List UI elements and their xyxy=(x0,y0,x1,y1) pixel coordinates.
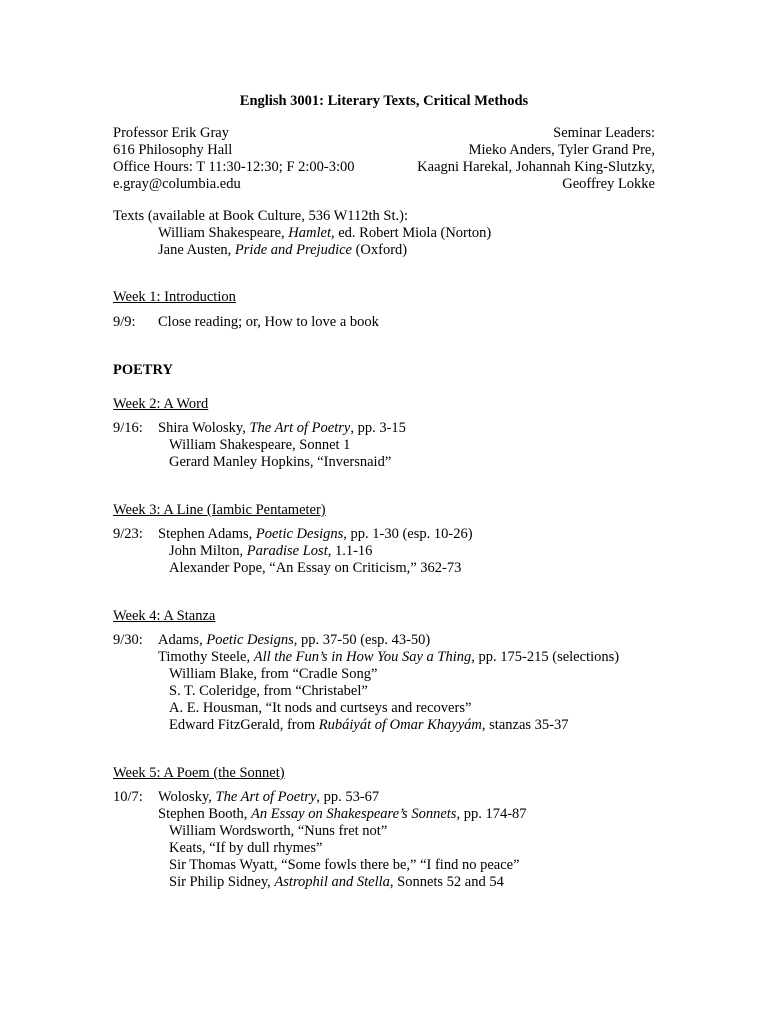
reading-author: Stephen Adams, xyxy=(158,526,256,542)
poem-lines: , stanzas 35-37 xyxy=(481,717,569,733)
texts-section xyxy=(113,208,491,259)
reading-author: Wolosky, xyxy=(158,789,216,805)
week-4-entry xyxy=(113,632,619,734)
poem-title: Rubáiyát of Omar Khayyám xyxy=(318,717,482,733)
instructor-office: 616 Philosophy Hall xyxy=(113,142,233,158)
poem-author: Edward FitzGerald, from xyxy=(169,717,319,733)
poem-line: Gerard Manley Hopkins, “Inversnaid” xyxy=(169,454,392,470)
session-date: 9/9: xyxy=(113,314,136,330)
instructor-email: e.gray@columbia.edu xyxy=(113,176,241,192)
reading-author: Adams, xyxy=(158,632,207,648)
reading-title: Poetic Designs, xyxy=(206,632,298,648)
poem-lines: , 1.1-16 xyxy=(327,543,373,559)
reading-line xyxy=(113,526,473,543)
reading-line xyxy=(113,806,527,823)
section-heading: POETRY xyxy=(113,362,173,378)
text-author: Jane Austen, xyxy=(158,242,235,258)
session-date: 9/30: xyxy=(113,632,143,648)
reading-line xyxy=(113,314,379,331)
week-3 xyxy=(113,502,326,519)
poem-line: S. T. Coleridge, from “Christabel” xyxy=(169,683,368,699)
reading-author: Stephen Booth, xyxy=(158,806,252,822)
session-date: 10/7: xyxy=(113,789,143,805)
text-edition: , ed. Robert Miola (Norton) xyxy=(330,225,492,241)
week-4 xyxy=(113,608,215,625)
reading-title: An Essay on Shakespeare’s Sonnets xyxy=(251,806,457,822)
week-2 xyxy=(113,396,208,413)
week-1-entry xyxy=(113,314,379,331)
poem-line: Sir Thomas Wyatt, “Some fowls there be,” “I find no peace” xyxy=(169,857,520,873)
seminar-label: Seminar Leaders: xyxy=(553,125,655,141)
reading-title: The Art of Poetry xyxy=(215,789,317,805)
poem-line xyxy=(113,717,619,734)
week-5-entry xyxy=(113,789,527,891)
week-heading: Week 5: A Poem (the Sonnet) xyxy=(113,765,285,781)
week-heading: Week 3: A Line (Iambic Pentameter) xyxy=(113,502,326,518)
reading-title: The Art of Poetry xyxy=(249,420,351,436)
text-title: Hamlet xyxy=(288,225,331,241)
seminar-line-1: Mieko Anders, Tyler Grand Pre, xyxy=(468,142,655,158)
seminar-line-2: Kaagni Harekal, Johannah King-Slutzky, xyxy=(417,159,655,175)
instructor-name: Professor Erik Gray xyxy=(113,125,229,141)
text-author: William Shakespeare, xyxy=(158,225,289,241)
week-heading: Week 4: A Stanza xyxy=(113,608,216,624)
reading-pages: , pp. 53-67 xyxy=(316,789,380,805)
reading-line xyxy=(113,632,619,649)
poem-line: Keats, “If by dull rhymes” xyxy=(169,840,323,856)
text-title: Pride and Prejudice xyxy=(234,242,352,258)
text-pride-prejudice xyxy=(113,242,491,259)
poem-title: Paradise Lost xyxy=(246,543,328,559)
poem-line: A. E. Housman, “It nods and curtseys and recovers” xyxy=(169,700,472,716)
week-3-entry xyxy=(113,526,473,577)
week-heading: Week 1: Introduction xyxy=(113,289,236,305)
office-hours: Office Hours: T 11:30-12:30; F 2:00-3:00 xyxy=(113,159,355,175)
seminar-leaders xyxy=(417,125,655,193)
reading-line xyxy=(113,420,406,437)
reading-line xyxy=(113,789,527,806)
reading-pages: , pp. 174-87 xyxy=(456,806,527,822)
poem-line: William Wordsworth, “Nuns fret not” xyxy=(169,823,388,839)
text-edition: (Oxford) xyxy=(351,242,408,258)
session-date: 9/23: xyxy=(113,526,143,542)
reading-title: Poetic Designs xyxy=(255,526,344,542)
poem-title: Astrophil and Stella xyxy=(274,874,390,890)
week-2-entry xyxy=(113,420,406,471)
poem-line: Alexander Pope, “An Essay on Criticism,” 362-73 xyxy=(169,560,462,576)
week-5 xyxy=(113,765,285,782)
reading-title: All the Fun’s in How You Say a Thing xyxy=(253,649,472,665)
seminar-line-3: Geoffrey Lokke xyxy=(562,176,655,192)
reading-pages: , pp. 1-30 (esp. 10-26) xyxy=(343,526,473,542)
reading-author: Timothy Steele, xyxy=(158,649,254,665)
session-date: 9/16: xyxy=(113,420,143,436)
poem-lines: , Sonnets 52 and 54 xyxy=(389,874,504,890)
poetry-section xyxy=(113,362,173,379)
poem-line xyxy=(113,874,527,891)
poem-line: William Blake, from “Cradle Song” xyxy=(169,666,378,682)
poem-author: John Milton, xyxy=(169,543,247,559)
reading-pages: , pp. 175-215 (selections) xyxy=(471,649,620,665)
week-heading: Week 2: A Word xyxy=(113,396,209,412)
instructor-info xyxy=(113,125,355,193)
poem-line: William Shakespeare, Sonnet 1 xyxy=(169,437,351,453)
reading-pages: pp. 37-50 (esp. 43-50) xyxy=(297,632,431,648)
poem-line xyxy=(113,543,473,560)
texts-intro: Texts (available at Book Culture, 536 W112th St.): xyxy=(113,208,408,224)
course-title: English 3001: Literary Texts, Critical Methods xyxy=(239,93,529,109)
text-hamlet xyxy=(113,225,491,242)
reading-line xyxy=(113,649,619,666)
week-1 xyxy=(113,289,236,306)
poem-author: Sir Philip Sidney, xyxy=(169,874,275,890)
reading-text: Close reading; or, How to love a book xyxy=(158,314,379,330)
reading-author: Shira Wolosky, xyxy=(158,420,250,436)
reading-pages: , pp. 3-15 xyxy=(350,420,406,436)
